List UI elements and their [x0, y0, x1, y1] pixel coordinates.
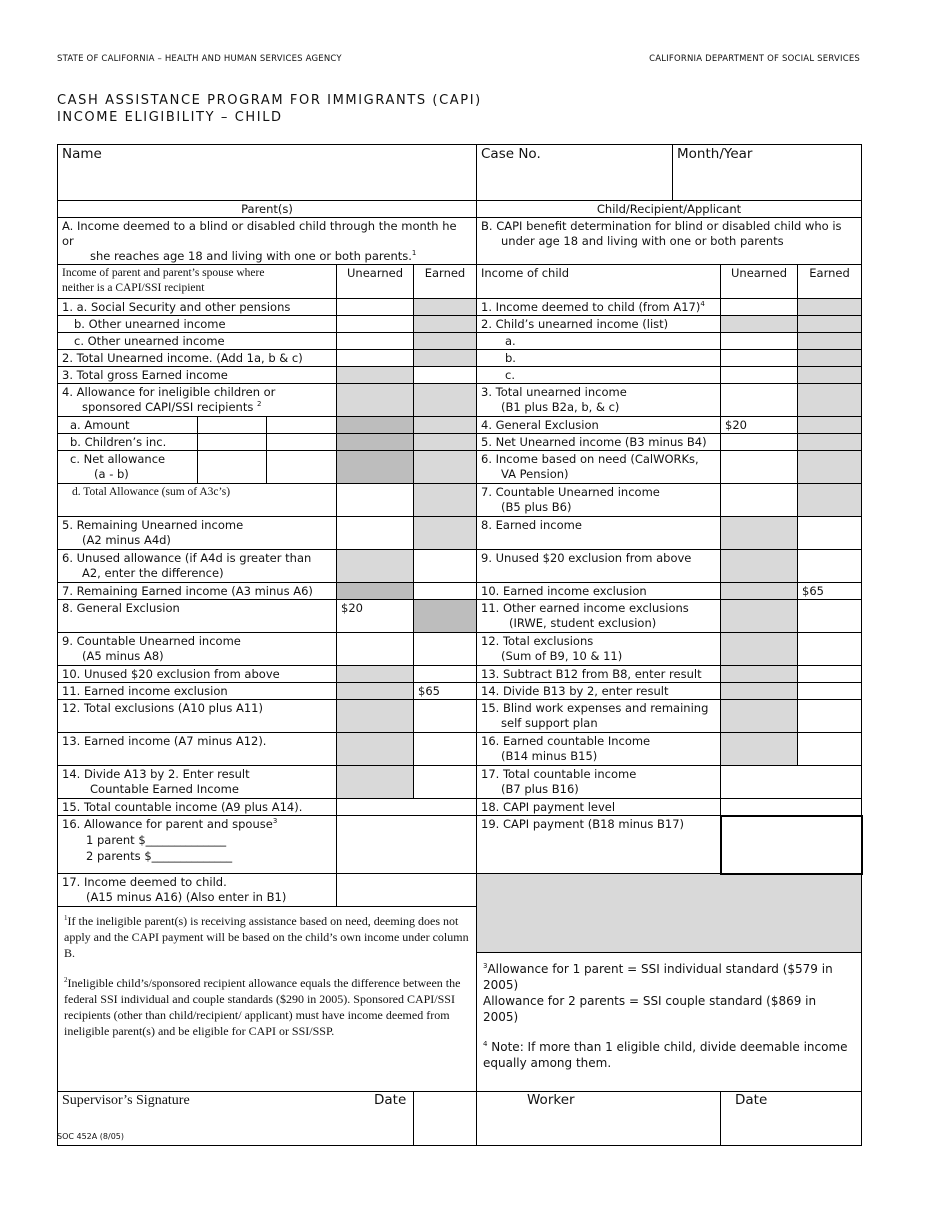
worker-date-field[interactable]	[721, 1092, 862, 1146]
a3-earned[interactable]	[414, 367, 477, 384]
a16-value[interactable]	[337, 816, 477, 874]
b-row-19: 19. CAPI payment (B18 minus B17)	[477, 816, 721, 874]
a1c-unearned[interactable]	[337, 333, 414, 350]
b10-earned: $65	[798, 583, 862, 600]
a4c-child2[interactable]	[267, 451, 337, 484]
a-row-4: 4. Allowance for ineligible children or sponsored CAPI/SSI recipients $^2$	[58, 384, 337, 417]
a-row-4c: c. Net allowance (a - b)	[58, 451, 198, 484]
a-row-14: 14. Divide A13 by 2. Enter result Countable Earned Income	[58, 766, 337, 799]
month-year-field[interactable]	[673, 145, 862, 201]
b19-value[interactable]	[721, 816, 862, 874]
case-no-label: Case No.	[481, 146, 541, 162]
a1b-unearned[interactable]	[337, 316, 414, 333]
worker-date-label: Date	[735, 1092, 768, 1108]
b-column-label: Income of child	[477, 265, 721, 299]
a-row-10: 10. Unused $20 exclusion from above	[58, 666, 337, 683]
b-row-2b: b.	[477, 350, 721, 367]
a-row-1a: 1. a. Social Security and other pensions	[58, 299, 337, 316]
supervisor-date-field[interactable]	[374, 1092, 477, 1146]
a12-unearned	[337, 700, 414, 733]
b16-earned[interactable]	[798, 733, 862, 766]
b-row-6: 6. Income based on need (CalWORKs, VA Pension)	[477, 451, 721, 484]
a3-unearned	[337, 367, 414, 384]
b-shaded-block	[477, 874, 862, 953]
b2a-unearned[interactable]	[721, 333, 798, 350]
section-b-intro: B. CAPI benefit determination for blind or disabled child who is under age 18 and living with one or both parents	[477, 218, 862, 265]
a4b-earned	[414, 434, 477, 451]
footnote-3: $^3$Allowance for 1 parent = SSI individual standard ($579 in 2005) Allowance for 2 parents = SSI couple standard ($869 in 2005)	[483, 962, 833, 1024]
b15-unearned	[721, 700, 798, 733]
b-row-10: 10. Earned income exclusion	[477, 583, 721, 600]
a-row-6: 6. Unused allowance (if A4d is greater than A2, enter the difference)	[58, 550, 337, 583]
supervisor-signature-label: Supervisor’s Signature	[62, 1093, 190, 1108]
a-row-7: 7. Remaining Earned income (A3 minus A6)	[58, 583, 337, 600]
agency-left: STATE OF CALIFORNIA – HEALTH AND HUMAN SERVICES AGENCY	[57, 54, 342, 64]
a4c-unearned	[337, 451, 414, 484]
title-line-1: CASH ASSISTANCE PROGRAM FOR IMMIGRANTS (CAPI)	[57, 93, 482, 108]
a4b-unearned	[337, 434, 414, 451]
b14-unearned	[721, 683, 798, 700]
a-row-16: 16. Allowance for parent and spouse$^3$ 1 parent $______________ 2 parents $______________	[58, 816, 337, 874]
a-row-9: 9. Countable Unearned income (A5 minus A8)	[58, 633, 337, 666]
parent-section-header: Parent(s)	[58, 201, 477, 218]
a-row-4b: b. Children’s inc.	[58, 434, 198, 451]
b-row-3: 3. Total unearned income (B1 plus B2a, b, & c)	[477, 384, 721, 417]
b8-unearned	[721, 517, 798, 550]
b-row-17: 17. Total countable income (B7 plus B16)	[477, 766, 721, 799]
a-row-13: 13. Earned income (A7 minus A12).	[58, 733, 337, 766]
eligibility-table	[57, 144, 863, 1146]
a10-earned[interactable]	[414, 666, 477, 683]
b-row-9: 9. Unused $20 exclusion from above	[477, 550, 721, 583]
b-row-2a: a.	[477, 333, 721, 350]
b-unearned-header: Unearned	[721, 265, 798, 299]
a13-unearned	[337, 733, 414, 766]
b-row-2: 2. Child’s unearned income (list)	[477, 316, 721, 333]
a8-earned	[414, 600, 477, 633]
a17-value[interactable]	[337, 874, 477, 907]
a-row-8: 8. General Exclusion	[58, 600, 337, 633]
a-row-2: 2. Total Unearned income. (Add 1a, b & c)	[58, 350, 337, 367]
b1-earned	[798, 299, 862, 316]
worker-field[interactable]	[477, 1092, 721, 1146]
b15-earned[interactable]	[798, 700, 862, 733]
b5-earned	[798, 434, 862, 451]
form-number: SOC 452A (8/05)	[57, 1132, 124, 1141]
name-label: Name	[62, 146, 102, 162]
a4a-earned	[414, 417, 477, 434]
b4-earned	[798, 417, 862, 434]
a-row-11: 11. Earned income exclusion	[58, 683, 337, 700]
a-column-label: Income of parent and parent’s spouse where neither is a CAPI/SSI recipient	[58, 265, 337, 299]
b8-earned[interactable]	[798, 517, 862, 550]
a4a-child1[interactable]	[198, 417, 267, 434]
a4b-child2[interactable]	[267, 434, 337, 451]
b-row-1: 1. Income deemed to child (from A17)$^4$	[477, 299, 721, 316]
b6-unearned[interactable]	[721, 451, 798, 484]
b13-earned[interactable]	[798, 666, 862, 683]
b11-earned[interactable]	[798, 600, 862, 633]
a2-unearned[interactable]	[337, 350, 414, 367]
title-line-2: INCOME ELIGIBILITY – CHILD	[57, 110, 283, 125]
b7-earned	[798, 484, 862, 517]
a2-earned	[414, 350, 477, 367]
a-row-1b: b. Other unearned income	[58, 316, 337, 333]
footnote-2: $^2$Ineligible child’s/sponsored recipient allowance equals the difference between the federal SSI individual and couple standards ($290 in 2005). Sponsored CAPI/SSI recipients (other than child/recipient/ applicant) must have income deemed from ineligible parent(s) and be eligible for CAPI or SSI/SSP.	[64, 976, 461, 1038]
a4-unearned	[337, 384, 414, 417]
b-row-2c: c.	[477, 367, 721, 384]
b16-unearned	[721, 733, 798, 766]
case-no-field[interactable]	[477, 145, 673, 201]
a-row-17: 17. Income deemed to child. (A15 minus A16) (Also enter in B1)	[58, 874, 337, 907]
b-row-16: 16. Earned countable Income (B14 minus B15)	[477, 733, 721, 766]
b2c-unearned[interactable]	[721, 367, 798, 384]
b12-unearned	[721, 633, 798, 666]
b-row-18: 18. CAPI payment level	[477, 799, 721, 816]
a-row-4d: d. Total Allowance (sum of A3c’s)	[58, 484, 337, 517]
a4c-earned	[414, 451, 477, 484]
a-row-3: 3. Total gross Earned income	[58, 367, 337, 384]
a4d-unearned[interactable]	[337, 484, 414, 517]
a13-earned[interactable]	[414, 733, 477, 766]
a4a-child2[interactable]	[267, 417, 337, 434]
a-row-5: 5. Remaining Unearned income (A2 minus A4d)	[58, 517, 337, 550]
b-row-5: 5. Net Unearned income (B3 minus B4)	[477, 434, 721, 451]
a-row-15: 15. Total countable income (A9 plus A14).	[58, 799, 337, 816]
b7-unearned[interactable]	[721, 484, 798, 517]
a4-earned	[414, 384, 477, 417]
a12-earned[interactable]	[414, 700, 477, 733]
b2a-earned	[798, 333, 862, 350]
a10-unearned	[337, 666, 414, 683]
a6-earned[interactable]	[414, 550, 477, 583]
b2c-earned	[798, 367, 862, 384]
b18-value[interactable]	[721, 799, 862, 816]
a4a-unearned	[337, 417, 414, 434]
name-field[interactable]	[58, 145, 477, 201]
b-row-7: 7. Countable Unearned income (B5 plus B6)	[477, 484, 721, 517]
b4-unearned: $20	[721, 417, 798, 434]
footnotes-left	[58, 907, 477, 1092]
form-title	[57, 92, 482, 126]
month-year-label: Month/Year	[677, 146, 753, 162]
a14-earned[interactable]	[414, 766, 477, 799]
a14-unearned	[337, 766, 414, 799]
agency-right: CALIFORNIA DEPARTMENT OF SOCIAL SERVICES	[649, 54, 860, 64]
a16-one-parent: 1 parent $______________	[86, 833, 227, 847]
supervisor-date-label: Date	[374, 1092, 407, 1108]
b14-earned[interactable]	[798, 683, 862, 700]
b2-earned	[798, 316, 862, 333]
a5-earned	[414, 517, 477, 550]
a6-unearned	[337, 550, 414, 583]
a4c-child1[interactable]	[198, 451, 267, 484]
b3-unearned[interactable]	[721, 384, 798, 417]
b2b-earned	[798, 350, 862, 367]
b3-earned	[798, 384, 862, 417]
a1b-earned	[414, 316, 477, 333]
a7-earned[interactable]	[414, 583, 477, 600]
a15-value[interactable]	[337, 799, 477, 816]
b-earned-header: Earned	[798, 265, 862, 299]
a4b-child1[interactable]	[198, 434, 267, 451]
a-row-4a: a. Amount	[58, 417, 198, 434]
a11-unearned	[337, 683, 414, 700]
b2-unearned	[721, 316, 798, 333]
a16-two-parents: 2 parents $______________	[86, 849, 233, 863]
b11-unearned	[721, 600, 798, 633]
a11-earned: $65	[414, 683, 477, 700]
a1a-unearned[interactable]	[337, 299, 414, 316]
a9-unearned[interactable]	[337, 633, 414, 666]
a5-unearned[interactable]	[337, 517, 414, 550]
footnote-4: $^4$ Note: If more than 1 eligible child, divide deemable income equally among them.	[483, 1040, 848, 1070]
a1a-earned	[414, 299, 477, 316]
b-row-13: 13. Subtract B12 from B8, enter result	[477, 666, 721, 683]
b17-value[interactable]	[721, 766, 862, 799]
a-unearned-header: Unearned	[337, 265, 414, 299]
a-row-12: 12. Total exclusions (A10 plus A11)	[58, 700, 337, 733]
b-row-11: 11. Other earned income exclusions (IRWE, student exclusion)	[477, 600, 721, 633]
a-row-1c: c. Other unearned income	[58, 333, 337, 350]
b1-unearned[interactable]	[721, 299, 798, 316]
b9-unearned	[721, 550, 798, 583]
a-earned-header: Earned	[414, 265, 477, 299]
b-row-8: 8. Earned income	[477, 517, 721, 550]
b6-earned	[798, 451, 862, 484]
footnote-1: $^1$If the ineligible parent(s) is receiving assistance based on need, deeming does not apply and the CAPI payment will be based on the child’s own income under column B.	[64, 914, 469, 960]
section-a-intro: A. Income deemed to a blind or disabled child through the month he or she reaches age 18 and living with one or both parents.$^1$	[58, 218, 477, 265]
b-row-12: 12. Total exclusions (Sum of B9, 10 & 11)	[477, 633, 721, 666]
b2b-unearned[interactable]	[721, 350, 798, 367]
b10-unearned	[721, 583, 798, 600]
footnotes-right	[477, 953, 862, 1092]
b9-earned[interactable]	[798, 550, 862, 583]
worker-label: Worker	[527, 1092, 575, 1108]
b13-unearned	[721, 666, 798, 683]
a1c-earned	[414, 333, 477, 350]
a4d-earned	[414, 484, 477, 517]
b-row-14: 14. Divide B13 by 2, enter result	[477, 683, 721, 700]
child-section-header: Child/Recipient/Applicant	[477, 201, 862, 218]
b5-unearned[interactable]	[721, 434, 798, 451]
b-row-4: 4. General Exclusion	[477, 417, 721, 434]
a9-earned[interactable]	[414, 633, 477, 666]
a7-unearned	[337, 583, 414, 600]
a8-unearned: $20	[337, 600, 414, 633]
b-row-15: 15. Blind work expenses and remaining self support plan	[477, 700, 721, 733]
b12-earned[interactable]	[798, 633, 862, 666]
